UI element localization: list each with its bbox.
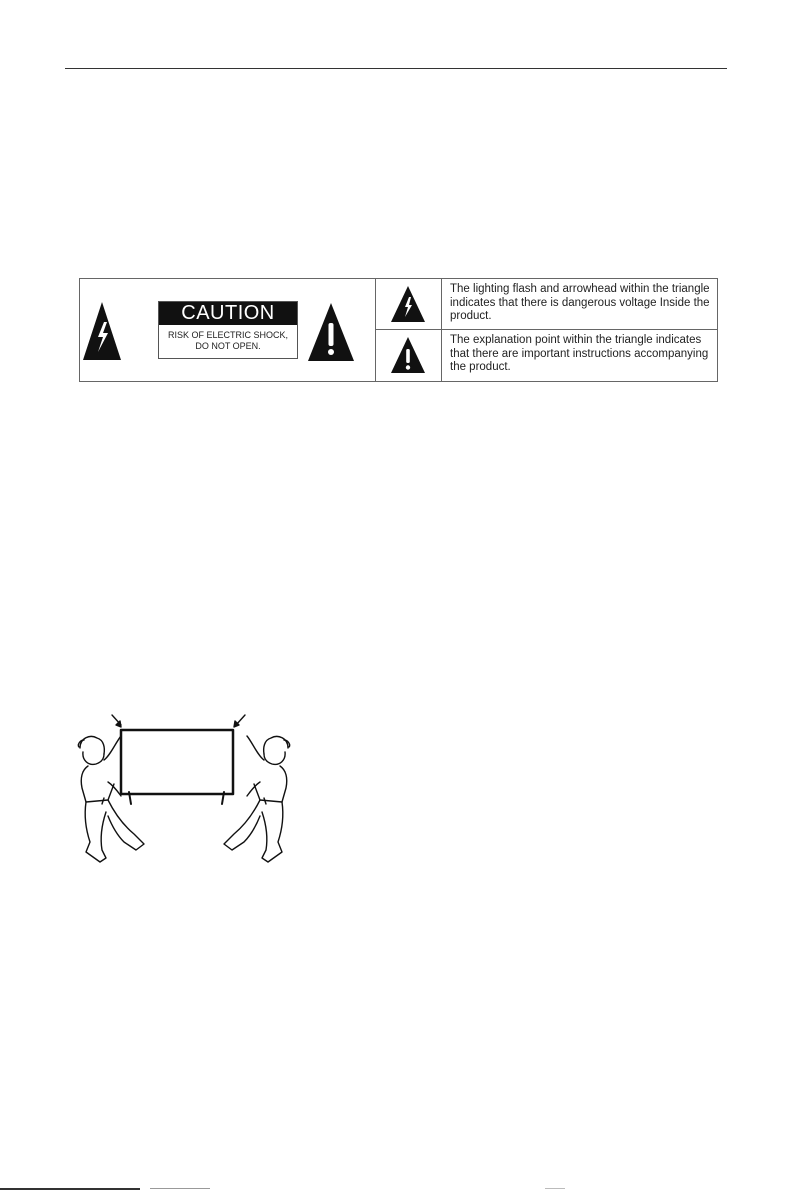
lightning-triangle-icon bbox=[83, 302, 121, 360]
caution-label bbox=[158, 301, 298, 359]
caution-line-2: DO NOT OPEN. bbox=[195, 341, 261, 351]
two-person-carry-icon bbox=[74, 712, 294, 874]
caution-symbol-panel bbox=[80, 279, 376, 381]
exclamation-triangle-icon bbox=[391, 337, 425, 373]
exclamation-triangle-icon bbox=[308, 303, 354, 361]
explanation-row-exclamation bbox=[376, 330, 717, 381]
caution-line-1: RISK OF ELECTRIC SHOCK, bbox=[167, 330, 289, 340]
explanation-icon-cell bbox=[376, 330, 442, 381]
lightning-triangle-icon bbox=[391, 286, 425, 322]
explanation-text: The lighting flash and arrowhead within the triangle indicates that there is dangerous voltage Inside the product. bbox=[450, 283, 710, 322]
explanation-text: The explanation point within the triangle indicates that there are important instructions accompanying the product. bbox=[450, 334, 709, 373]
caution-title: CAUTION bbox=[159, 302, 297, 325]
caution-explanations bbox=[376, 279, 717, 381]
explanation-row-lightning bbox=[376, 279, 717, 330]
explanation-icon-cell bbox=[376, 279, 442, 329]
header-rule bbox=[65, 68, 727, 69]
caution-table bbox=[79, 278, 718, 382]
caution-warning-text bbox=[159, 330, 297, 352]
scan-artifact-line bbox=[0, 1188, 795, 1191]
